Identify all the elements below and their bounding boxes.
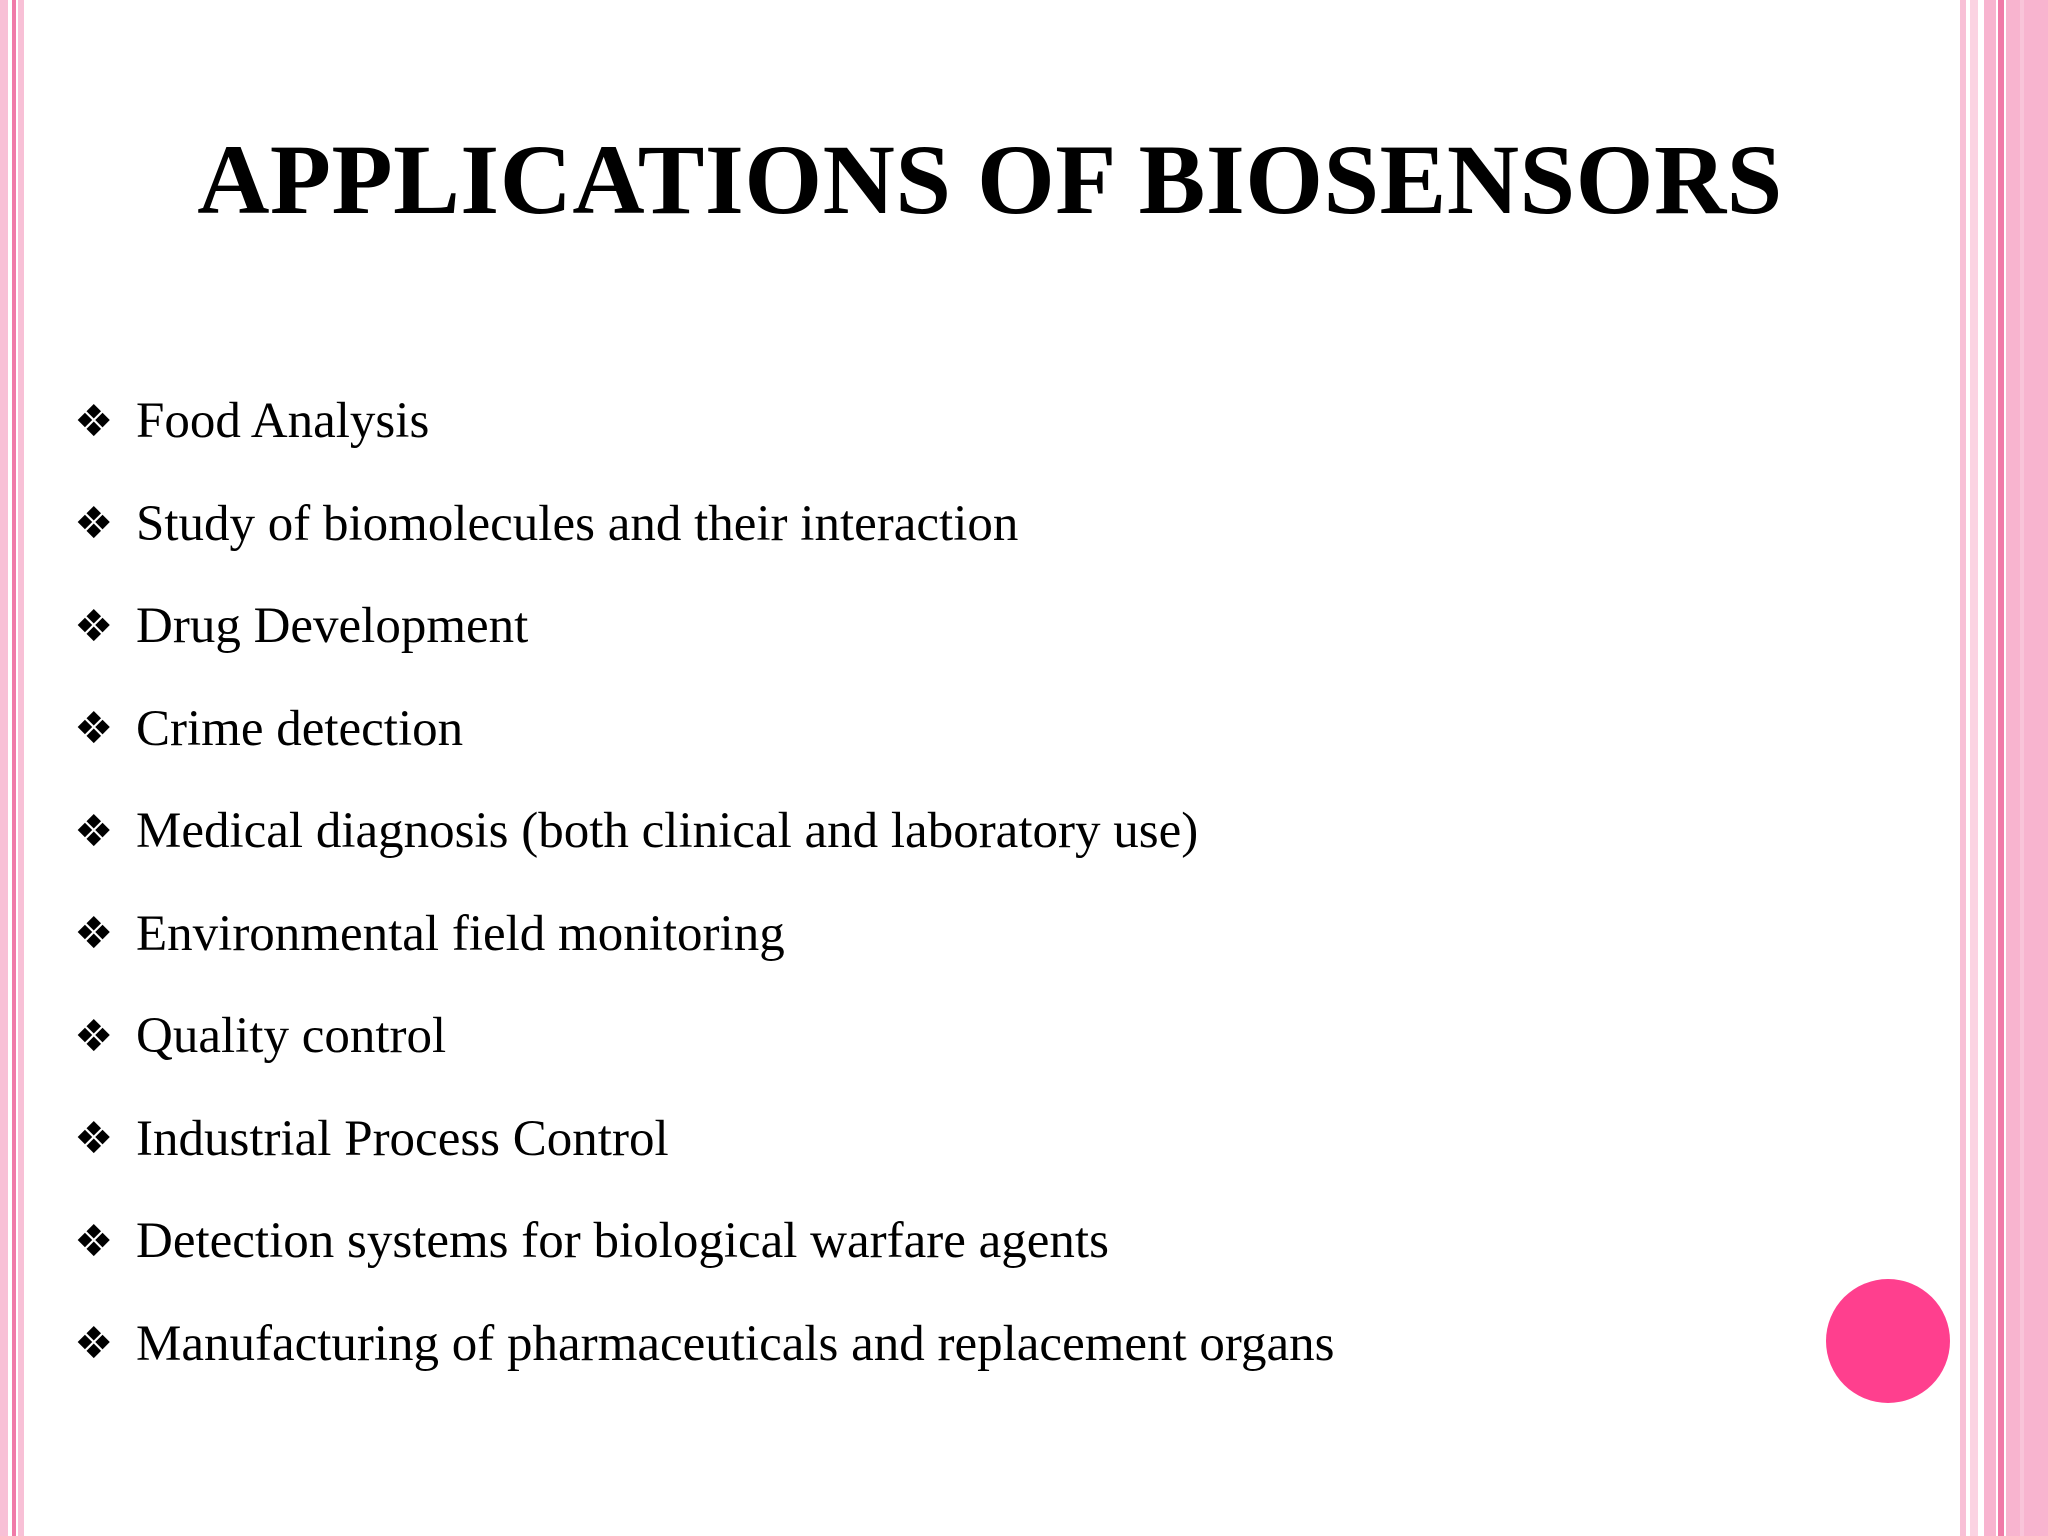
four-diamond-bullet-icon: ❖ <box>74 1010 114 1062</box>
bullet-item <box>74 985 1334 1088</box>
four-diamond-bullet-icon: ❖ <box>74 600 114 652</box>
bullet-item <box>74 678 1334 781</box>
four-diamond-bullet-icon: ❖ <box>74 498 114 550</box>
bullet-list <box>74 370 1334 1395</box>
bullet-item <box>74 370 1334 473</box>
bullet-text: Manufacturing of pharmaceuticals and replacement organs <box>136 1315 1335 1372</box>
bullet-text: Crime detection <box>136 700 464 757</box>
right-border-stripe <box>2006 0 2048 1536</box>
bullet-text: Detection systems for biological warfare agents <box>136 1213 1109 1270</box>
bullet-text: Drug Development <box>136 598 529 655</box>
bullet-text: Study of biomolecules and their interaction <box>136 495 1019 552</box>
four-diamond-bullet-icon: ❖ <box>74 805 114 857</box>
bullet-text: Industrial Process Control <box>136 1110 669 1167</box>
bullet-text: Quality control <box>136 1008 447 1065</box>
decorative-pink-circle <box>1826 1279 1950 1403</box>
right-border-stripe <box>1998 0 2004 1536</box>
four-diamond-bullet-icon: ❖ <box>74 703 114 755</box>
bullet-text: Medical diagnosis (both clinical and laboratory use) <box>136 803 1199 860</box>
bullet-item <box>74 1190 1334 1293</box>
bullet-item <box>74 1088 1334 1191</box>
bullet-text: Food Analysis <box>136 393 430 450</box>
right-border-stripe <box>1984 0 1996 1536</box>
bullet-item <box>74 575 1334 678</box>
bullet-item <box>74 883 1334 986</box>
bullet-item <box>74 1293 1334 1396</box>
four-diamond-bullet-icon: ❖ <box>74 908 114 960</box>
four-diamond-bullet-icon: ❖ <box>74 1215 114 1267</box>
four-diamond-bullet-icon: ❖ <box>74 1318 114 1370</box>
bullet-item <box>74 780 1334 883</box>
bullet-text: Environmental field monitoring <box>136 905 785 962</box>
bullet-item <box>74 473 1334 576</box>
four-diamond-bullet-icon: ❖ <box>74 1113 114 1165</box>
slide-title: APPLICATIONS OF BIOSENSORS <box>197 124 1783 235</box>
four-diamond-bullet-icon: ❖ <box>74 395 114 447</box>
right-border-stripe <box>2020 0 2024 1536</box>
